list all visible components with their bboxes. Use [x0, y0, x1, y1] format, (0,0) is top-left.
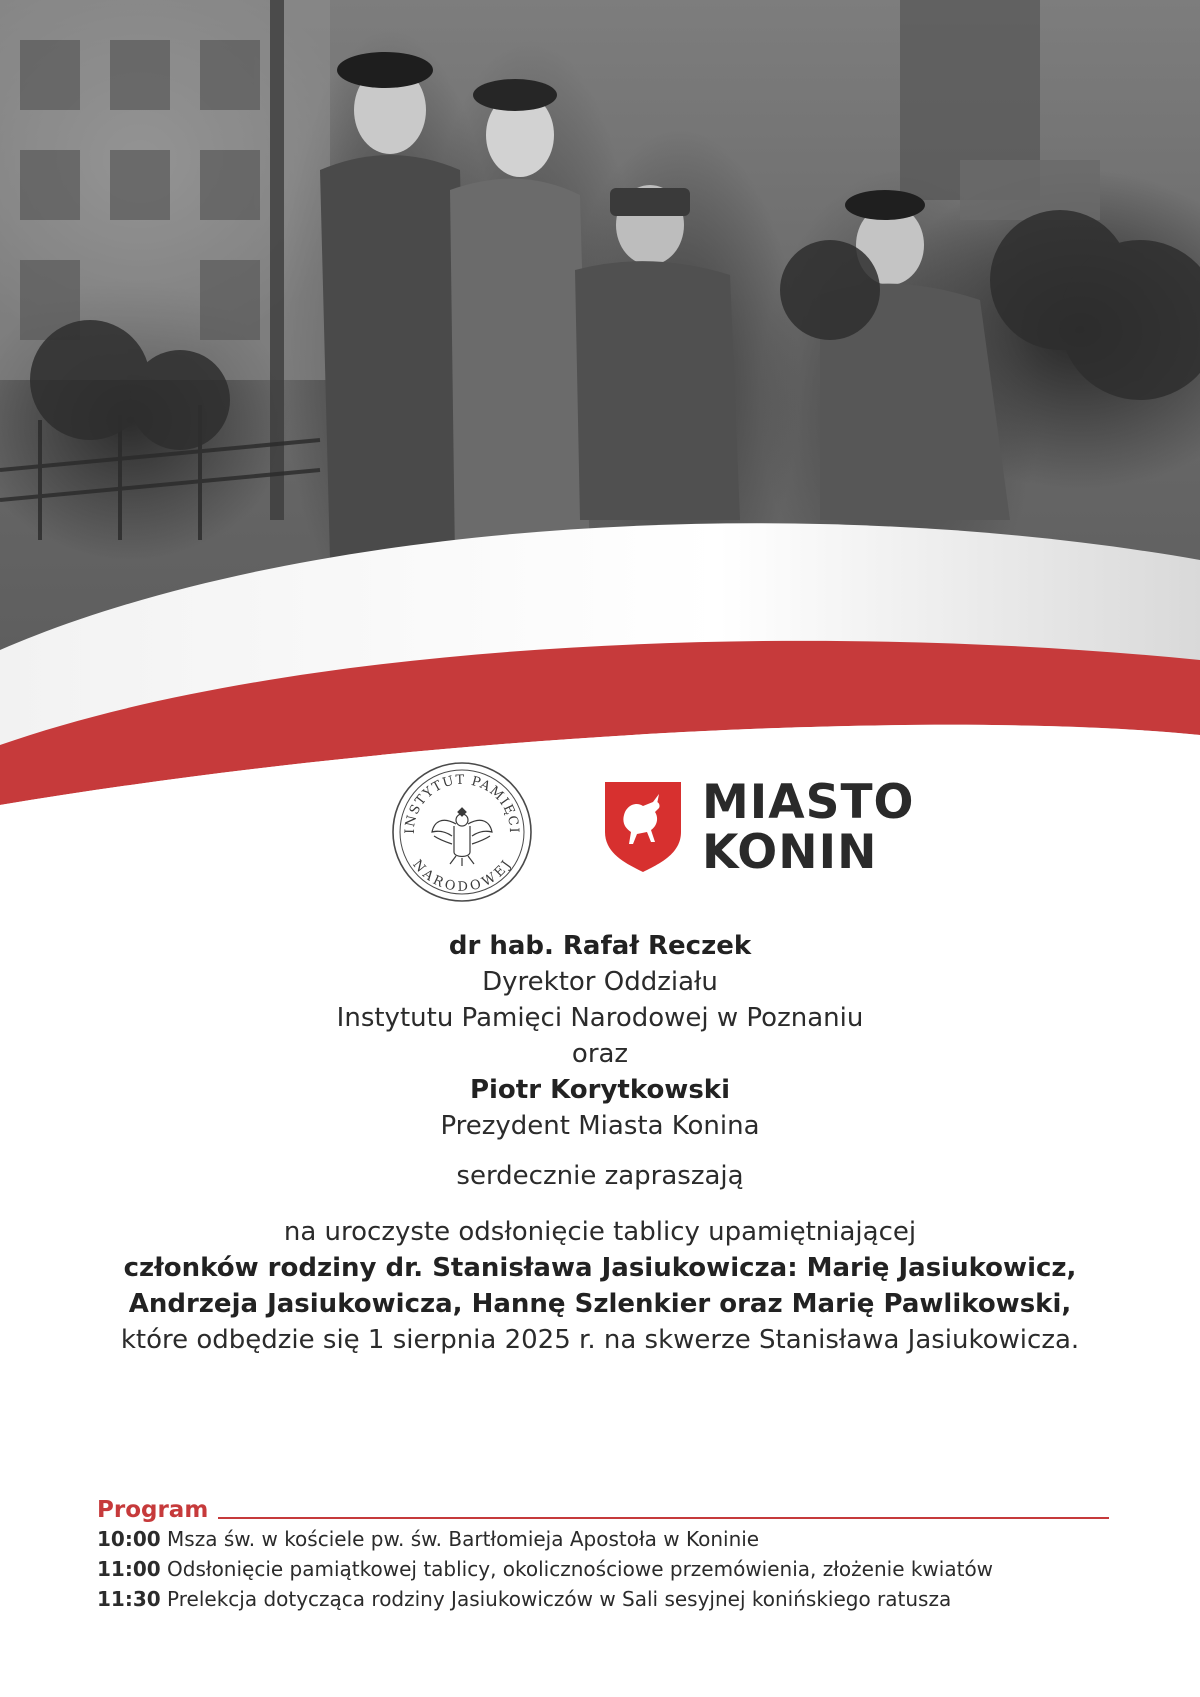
- program-item: [97, 1524, 1109, 1554]
- conjunction: oraz: [571, 1039, 629, 1069]
- host1-role2: Instytutu Pamięci Narodowej w Poznaniu: [336, 1003, 864, 1033]
- program-desc: Prelekcja dotycząca rodziny Jasiukowiczów w Sali sesyjnej konińskiego ratusza: [167, 1587, 952, 1611]
- event-line3: Andrzeja Jasiukowicza, Hannę Szlenkier oraz Marię Pawlikowski,: [128, 1289, 1072, 1319]
- invitation-text: [0, 928, 1200, 1358]
- program-time: 11:30: [97, 1587, 161, 1611]
- host2-name: Piotr Korytkowski: [469, 1075, 731, 1105]
- konin-shield-logo: [605, 782, 681, 872]
- ipn-bottom-text: NARODOWEJ: [409, 857, 515, 895]
- invite-phrase: serdecznie zapraszają: [456, 1161, 744, 1191]
- program-section: [97, 1496, 1109, 1614]
- program-desc: Msza św. w kościele pw. św. Bartłomieja Apostoła w Koninie: [167, 1527, 760, 1551]
- program-item: [97, 1554, 1109, 1584]
- program-time: 11:00: [97, 1557, 161, 1581]
- svg-text:INSTYTUT PAMIĘCI: [403, 773, 521, 834]
- host1-name: dr hab. Rafał Reczek: [448, 931, 752, 961]
- logos-row: [0, 750, 1200, 920]
- ipn-logo: [390, 760, 534, 904]
- konin-line1: MIASTO: [702, 775, 915, 830]
- program-divider: [218, 1517, 1109, 1519]
- event-line4: które odbędzie się 1 sierpnia 2025 r. na skwerze Stanisława Jasiukowicza.: [120, 1325, 1080, 1355]
- eagle-icon: [432, 808, 492, 866]
- program-desc: Odsłonięcie pamiątkowej tablicy, okolicznościowe przemówienia, złożenie kwiatów: [167, 1557, 994, 1581]
- program-item: [97, 1584, 1109, 1614]
- konin-line2: KONIN: [702, 825, 878, 880]
- host1-role1: Dyrektor Oddziału: [482, 967, 718, 997]
- program-title: Program: [97, 1497, 209, 1523]
- program-time: 10:00: [97, 1527, 161, 1551]
- ipn-top-text: INSTYTUT PAMIĘCI: [402, 772, 522, 835]
- program-header: [97, 1496, 1109, 1524]
- event-line1: na uroczyste odsłonięcie tablicy upamiętniającej: [283, 1217, 917, 1247]
- event-line2: członków rodziny dr. Stanisława Jasiukowicza: Marię Jasiukowicz,: [123, 1253, 1077, 1283]
- host2-role: Prezydent Miasta Konina: [440, 1111, 760, 1141]
- konin-wordmark: [702, 775, 915, 880]
